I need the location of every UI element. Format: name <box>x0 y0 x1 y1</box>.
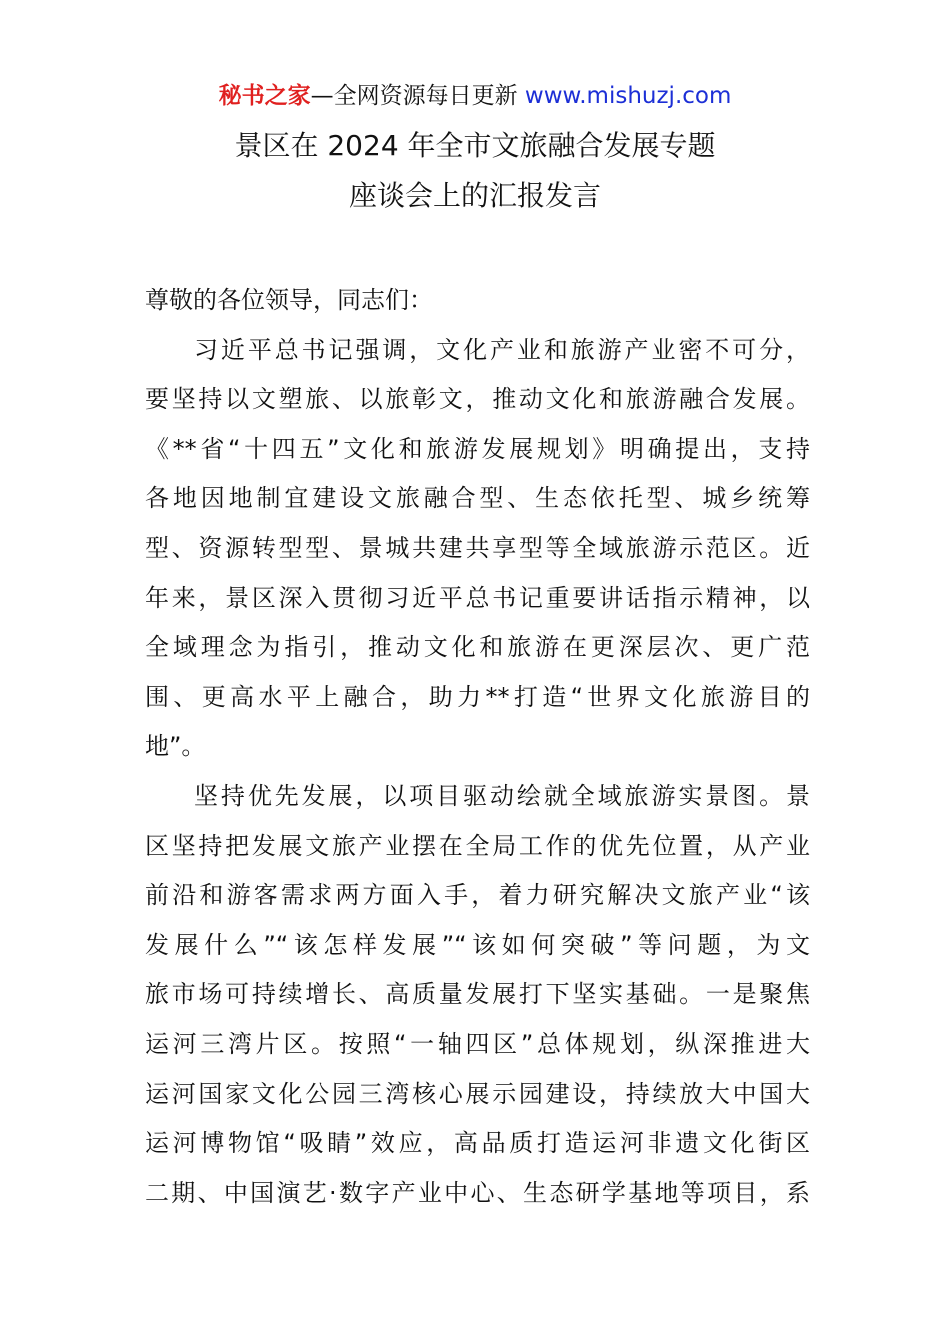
document-title-line-1: 景区在 2024 年全市文旅融合发展专题 <box>234 129 716 162</box>
body-line: 年来，景区深入贯彻习近平总书记重要讲话指示精神，以 <box>145 583 810 612</box>
brand-name: 秘书之家 <box>218 83 311 109</box>
body-line: 全域理念为指引，推动文化和旅游在更深层次、更广范 <box>145 633 810 662</box>
body-line: 二期、中国演艺·数字产业中心、生态研学基地等项目，系 <box>145 1178 810 1207</box>
body-line: 区坚持把发展文旅产业摆在全局工作的优先位置，从产业 <box>145 831 810 860</box>
site-header <box>0 80 950 112</box>
body-line: 各地因地制宜建设文旅融合型、生态依托型、城乡统筹 <box>145 484 810 513</box>
site-url-link[interactable]: www.mishuzj.com <box>524 83 732 109</box>
body-line: 运河国家文化公园三湾核心展示园建设，持续放大中国大 <box>145 1079 810 1108</box>
body-line: 型、资源转型型、景城共建共享型等全域旅游示范区。近 <box>145 533 810 562</box>
document-body <box>145 276 810 1218</box>
body-line: 地”。 <box>145 732 206 761</box>
body-line: 运河三湾片区。按照“一轴四区”总体规划，纵深推进大 <box>145 1029 810 1058</box>
body-line: 发展什么”“该怎样发展”“该如何突破”等问题，为文 <box>145 930 810 959</box>
body-line: 要坚持以文塑旅、以旅彰文，推动文化和旅游融合发展。 <box>145 385 810 414</box>
body-line: 围、更高水平上融合，助力**打造“世界文化旅游目的 <box>145 682 810 711</box>
body-line: 运河博物馆“吸睛”效应，高品质打造运河非遗文化街区 <box>145 1129 810 1158</box>
body-line: 《**省“十四五”文化和旅游发展规划》明确提出，支持 <box>145 434 810 463</box>
body-line: 旅市场可持续增长、高质量发展打下坚实基础。一是聚焦 <box>145 980 810 1009</box>
salutation: 尊敬的各位领导，同志们： <box>145 286 433 314</box>
body-line: 前沿和游客需求两方面入手，着力研究解决文旅产业“该 <box>145 881 810 910</box>
body-line: 坚持优先发展，以项目驱动绘就全域旅游实景图。景 <box>194 781 810 810</box>
document-title-line-2: 座谈会上的汇报发言 <box>348 179 601 212</box>
body-line: 习近平总书记强调，文化产业和旅游产业密不可分， <box>194 335 810 364</box>
header-tagline: —全网资源每日更新 <box>310 83 525 109</box>
